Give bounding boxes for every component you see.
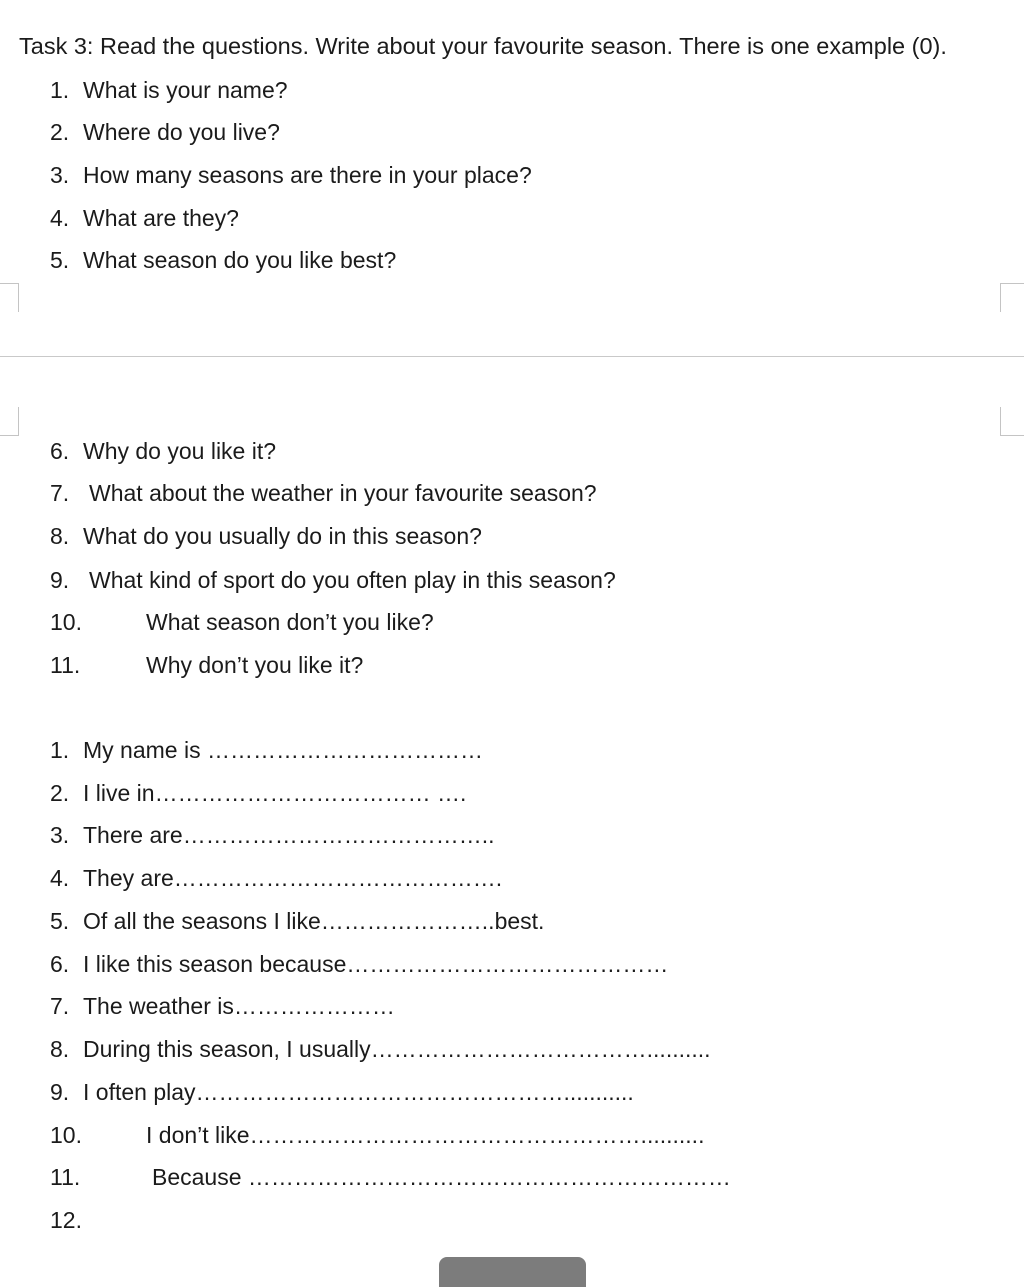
question-text: What about the weather in your favourite season? xyxy=(89,480,597,506)
item-number: 10. xyxy=(50,609,82,635)
page-corner-mark xyxy=(0,407,19,436)
answer-prompt: Of all the seasons I like…………………..best. xyxy=(83,908,545,934)
page-corner-mark xyxy=(1000,407,1024,436)
item-number: 6. xyxy=(50,951,70,977)
item-number: 8. xyxy=(50,1036,70,1062)
item-number: 4. xyxy=(50,205,70,231)
answer-prompt: During this season, I usually……………………………….......... xyxy=(83,1036,711,1062)
question-text: How many seasons are there in your place? xyxy=(83,162,532,188)
item-number: 7. xyxy=(50,993,70,1019)
question-text: What kind of sport do you often play in this season? xyxy=(89,567,616,593)
answer-prompt: I like this season because…………………………………… xyxy=(83,951,669,977)
item-number: 8. xyxy=(50,523,70,549)
item-number: 5. xyxy=(50,908,70,934)
item-number: 9. xyxy=(50,1079,70,1105)
question-text: Why don’t you like it? xyxy=(146,652,364,678)
item-number: 3. xyxy=(50,822,70,848)
item-number: 2. xyxy=(50,780,70,806)
question-text: Where do you live? xyxy=(83,119,280,145)
item-number: 11. xyxy=(50,1164,81,1190)
item-number: 5. xyxy=(50,247,70,273)
answer-prompt: There are………………………………….. xyxy=(83,822,495,848)
page-separator xyxy=(0,356,1024,357)
question-text: What are they? xyxy=(83,205,239,231)
answer-prompt: I live in……………………………… …. xyxy=(83,780,467,806)
answer-prompt: I don’t like…………………………………………….......... xyxy=(146,1122,705,1148)
item-number: 7. xyxy=(50,480,70,506)
question-text: Why do you like it? xyxy=(83,438,277,464)
item-number: 3. xyxy=(50,162,70,188)
question-text: What season do you like best? xyxy=(83,247,397,273)
page-corner-mark xyxy=(0,283,19,312)
item-number: 6. xyxy=(50,438,70,464)
item-number: 10. xyxy=(50,1122,82,1148)
item-number: 1. xyxy=(50,77,70,103)
question-text: What do you usually do in this season? xyxy=(83,523,482,549)
question-text: What is your name? xyxy=(83,77,288,103)
item-number: 2. xyxy=(50,119,70,145)
answer-prompt: Because ……………………………………………………… xyxy=(152,1164,731,1190)
answer-prompt: I often play…………………………………………........... xyxy=(83,1079,634,1105)
bottom-handle-tab[interactable] xyxy=(439,1257,586,1287)
answer-prompt: They are……………………………………. xyxy=(83,865,503,891)
task-title: Task 3: Read the questions. Write about your favourite season. There is one example (0). xyxy=(19,33,947,59)
answer-prompt: The weather is………………… xyxy=(83,993,395,1019)
item-number: 4. xyxy=(50,865,70,891)
question-text: What season don’t you like? xyxy=(146,609,434,635)
page-corner-mark xyxy=(1000,283,1024,312)
answer-prompt: My name is ……………………………… xyxy=(83,737,483,763)
item-number: 12. xyxy=(50,1207,82,1233)
item-number: 11. xyxy=(50,652,81,678)
item-number: 9. xyxy=(50,567,70,593)
item-number: 1. xyxy=(50,737,70,763)
